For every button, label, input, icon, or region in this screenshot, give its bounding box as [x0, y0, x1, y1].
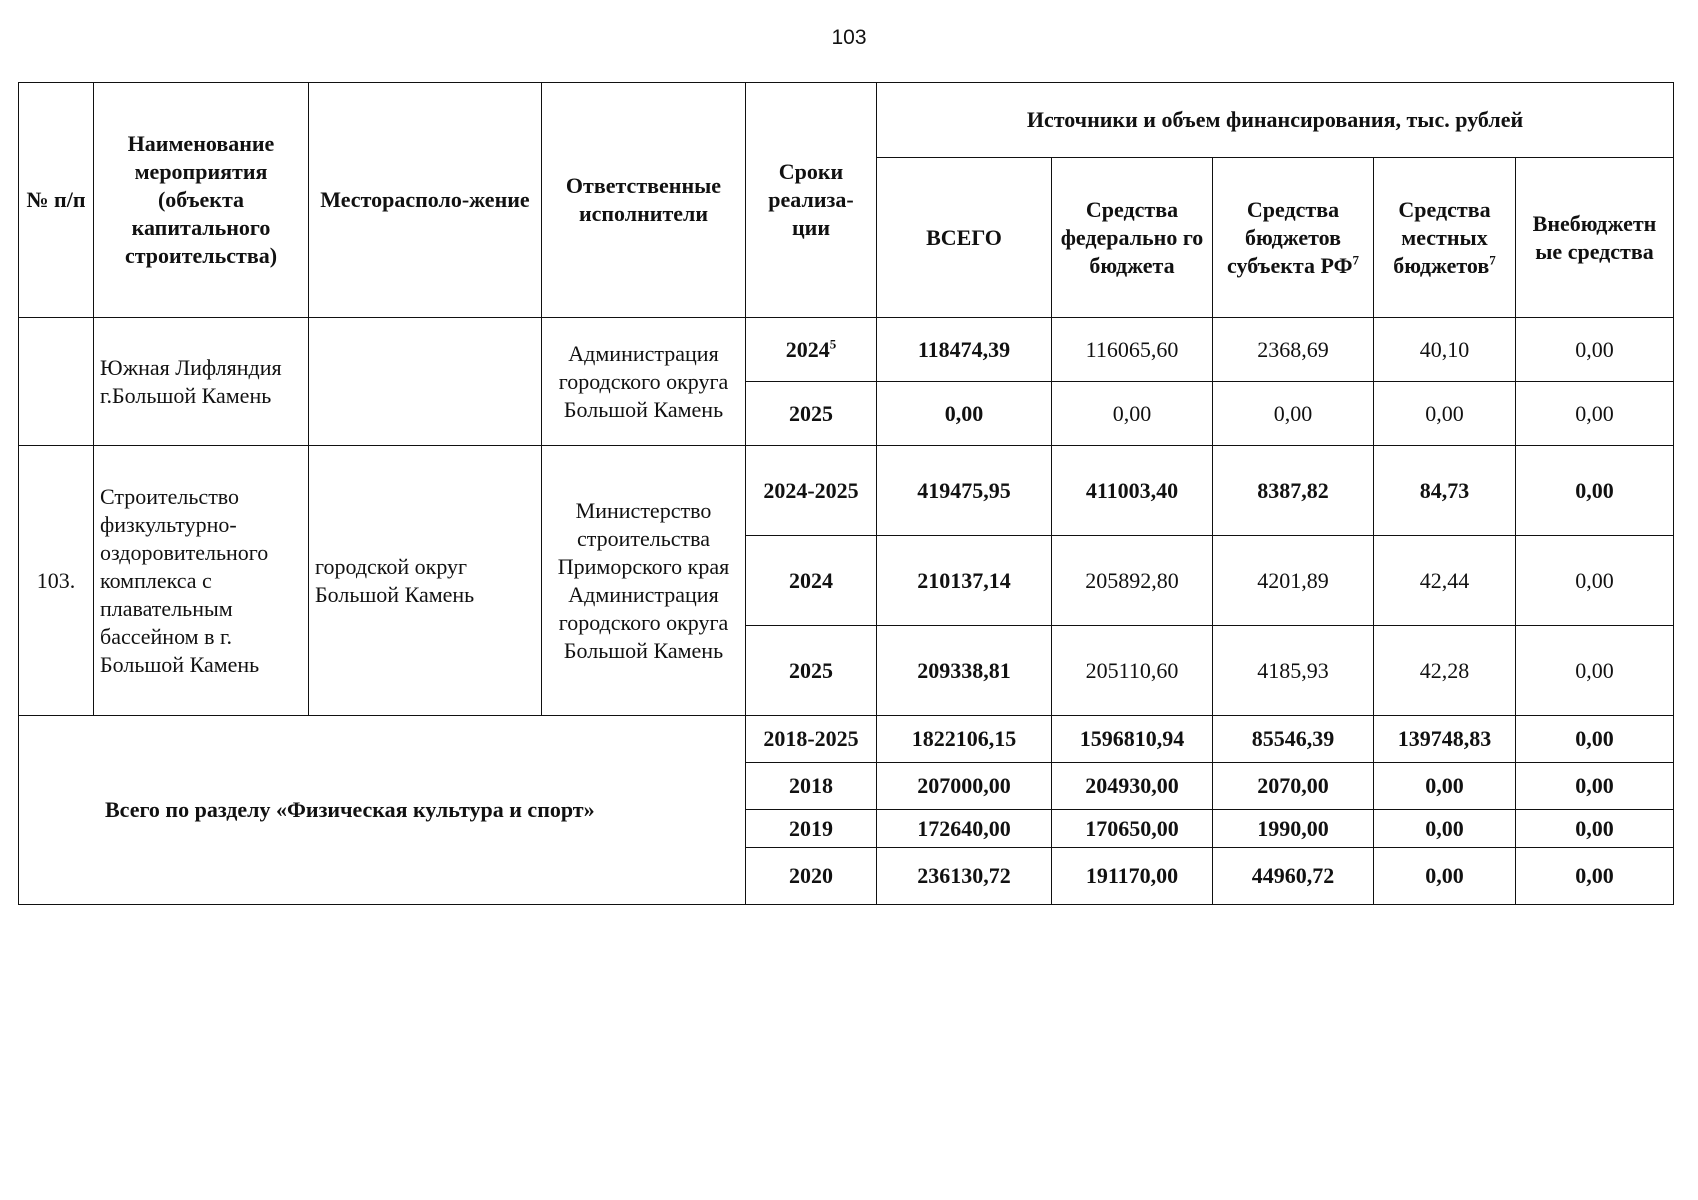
cell-subject: 44960,72 [1213, 848, 1374, 905]
cell-extra: 0,00 [1516, 446, 1674, 536]
cell-extra: 0,00 [1516, 318, 1674, 382]
cell-extra: 0,00 [1516, 848, 1674, 905]
cell-total: 118474,39 [877, 318, 1052, 382]
cell-year: 2025 [746, 626, 877, 716]
header-total: ВСЕГО [877, 158, 1052, 318]
cell-total: 0,00 [877, 382, 1052, 446]
cell-local: 42,28 [1374, 626, 1516, 716]
cell-year: 2018-2025 [746, 716, 877, 763]
cell-year: 2018 [746, 763, 877, 810]
cell-responsible: Министерство строительства Приморского края Администрация городского округа Большой Камень [542, 446, 746, 716]
header-local-text: Средства местных бюджетов [1393, 196, 1491, 278]
cell-total: 209338,81 [877, 626, 1052, 716]
cell-subject: 2070,00 [1213, 763, 1374, 810]
page-number: 103 [831, 26, 867, 49]
cell-total: 419475,95 [877, 446, 1052, 536]
cell-federal: 204930,00 [1052, 763, 1213, 810]
cell-federal: 1596810,94 [1052, 716, 1213, 763]
cell-subject: 2368,69 [1213, 318, 1374, 382]
cell-year [746, 318, 877, 382]
cell-extra: 0,00 [1516, 382, 1674, 446]
cell-local: 84,73 [1374, 446, 1516, 536]
cell-location: городской округ Большой Камень [309, 446, 542, 716]
header-subject [1213, 158, 1374, 318]
cell-total: 210137,14 [877, 536, 1052, 626]
table-row [19, 446, 1674, 536]
cell-name: Строительство физкультурно-оздоровительного комплекса с плавательным бассейном в г. Большой Камень [94, 446, 309, 716]
header-num: № п/п [19, 83, 94, 318]
cell-total: 1822106,15 [877, 716, 1052, 763]
header-row-1 [19, 83, 1674, 158]
cell-extra: 0,00 [1516, 716, 1674, 763]
cell-subject: 8387,82 [1213, 446, 1374, 536]
cell-local: 0,00 [1374, 810, 1516, 848]
header-subject-footnote: 7 [1352, 252, 1359, 268]
cell-extra: 0,00 [1516, 626, 1674, 716]
cell-federal: 205110,60 [1052, 626, 1213, 716]
summary-label: Всего по разделу «Физическая культура и спорт» [19, 716, 746, 905]
table-row [19, 318, 1674, 382]
cell-federal: 170650,00 [1052, 810, 1213, 848]
cell-year: 2025 [746, 382, 877, 446]
header-name: Наименование мероприятия (объекта капитального строительства) [94, 83, 309, 318]
cell-federal: 205892,80 [1052, 536, 1213, 626]
cell-subject: 0,00 [1213, 382, 1374, 446]
cell-federal: 116065,60 [1052, 318, 1213, 382]
cell-location [309, 318, 542, 446]
summary-row [19, 716, 1674, 763]
cell-local: 139748,83 [1374, 716, 1516, 763]
cell-total: 172640,00 [877, 810, 1052, 848]
cell-local: 0,00 [1374, 763, 1516, 810]
header-subject-text: Средства бюджетов субъекта РФ [1227, 196, 1353, 278]
cell-subject: 4201,89 [1213, 536, 1374, 626]
cell-local: 40,10 [1374, 318, 1516, 382]
cell-extra: 0,00 [1516, 536, 1674, 626]
header-responsible: Ответственные исполнители [542, 83, 746, 318]
header-local [1374, 158, 1516, 318]
cell-federal: 0,00 [1052, 382, 1213, 446]
cell-subject: 4185,93 [1213, 626, 1374, 716]
cell-federal: 411003,40 [1052, 446, 1213, 536]
cell-extra: 0,00 [1516, 810, 1674, 848]
header-period: Сроки реализа-ции [746, 83, 877, 318]
cell-num: 103. [19, 446, 94, 716]
cell-year-footnote: 5 [829, 336, 837, 352]
cell-local: 0,00 [1374, 848, 1516, 905]
header-location: Месторасполо-жение [309, 83, 542, 318]
header-federal: Средства федерально го бюджета [1052, 158, 1213, 318]
cell-extra: 0,00 [1516, 763, 1674, 810]
cell-year: 2019 [746, 810, 877, 848]
cell-name: Южная Лифляндия г.Большой Камень [94, 318, 309, 446]
cell-local: 42,44 [1374, 536, 1516, 626]
cell-num [19, 318, 94, 446]
cell-total: 236130,72 [877, 848, 1052, 905]
cell-federal: 191170,00 [1052, 848, 1213, 905]
header-sources-title: Источники и объем финансирования, тыс. рублей [877, 83, 1674, 158]
cell-subject: 1990,00 [1213, 810, 1374, 848]
cell-year-text: 2024 [785, 336, 830, 362]
cell-year: 2024-2025 [746, 446, 877, 536]
header-extra: Внебюджетн ые средства [1516, 158, 1674, 318]
cell-year: 2020 [746, 848, 877, 905]
cell-total: 207000,00 [877, 763, 1052, 810]
header-local-footnote: 7 [1489, 252, 1496, 268]
cell-responsible: Администрация городского округа Большой Камень [542, 318, 746, 446]
cell-year: 2024 [746, 536, 877, 626]
financing-table [18, 82, 1674, 905]
cell-subject: 85546,39 [1213, 716, 1374, 763]
cell-local: 0,00 [1374, 382, 1516, 446]
